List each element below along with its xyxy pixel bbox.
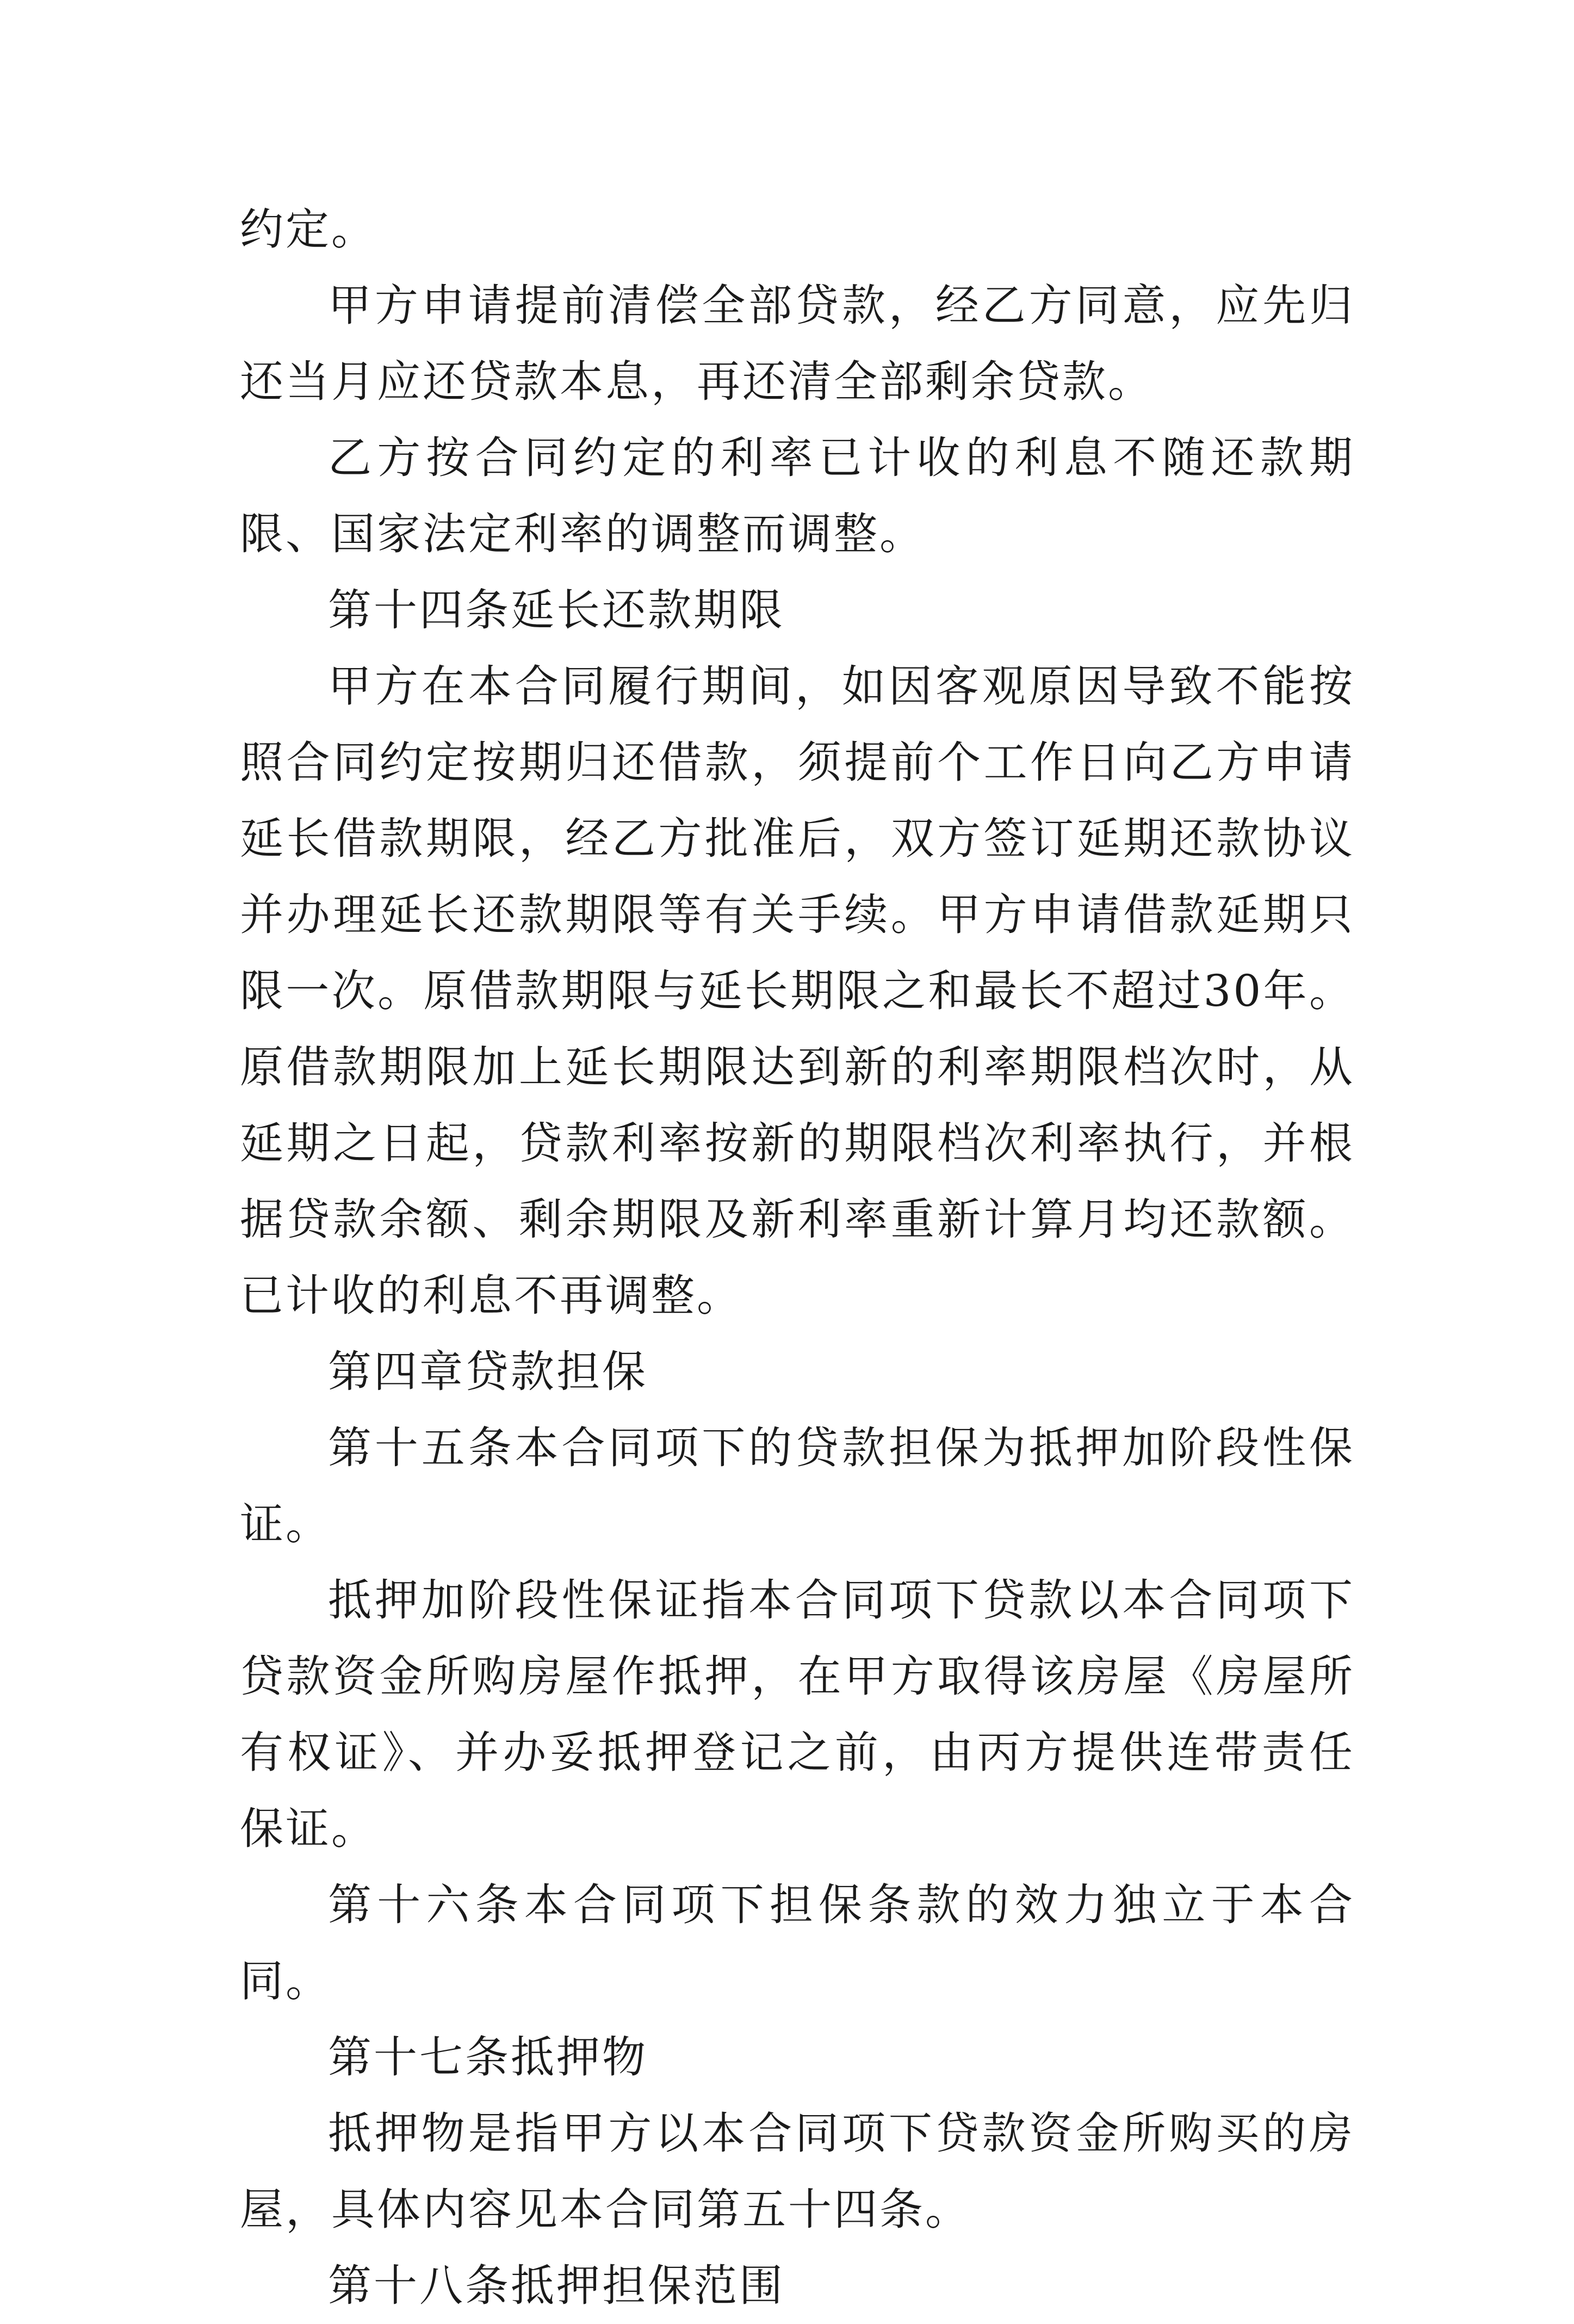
paragraph-extension-terms: 甲方在本合同履行期间，如因客观原因导致不能按照合同约定按期归还借款，须提前个工作日向乙方申请延长借款期限，经乙方批准后，双方签订延期还款协议并办理延长还款期限等有关手续。甲方申请借款延期只限一次。原借款期限与延长期限之和最长不超过30年。原借款期限加上延长期限达到新的利率期限档次时，从延期之日起，贷款利率按新的期限档次利率执行，并根据贷款余额、剩余期限及新利率重新计算月均还款额。已计收的利息不再调整。 bbox=[240, 661, 1355, 1321]
article-18-heading: 第十八条抵押担保范围 bbox=[328, 2260, 785, 2311]
document-body bbox=[240, 191, 1355, 2324]
paragraph-continuation: 约定。 bbox=[240, 204, 377, 255]
article-16-text: 第十六条本合同项下担保条款的效力独立于本合同。 bbox=[240, 1880, 1355, 2006]
paragraph-mortgage-guarantee: 抵押加阶段性保证指本合同项下贷款以本合同项下贷款资金所购房屋作抵押，在甲方取得该房屋《房屋所有权证》、并办妥抵押登记之前，由丙方提供连带责任保证。 bbox=[240, 1575, 1355, 1854]
article-15-text: 第十五条本合同项下的贷款担保为抵押加阶段性保证。 bbox=[240, 1423, 1355, 1549]
paragraph-collateral: 抵押物是指甲方以本合同项下贷款资金所购买的房屋，具体内容见本合同第五十四条。 bbox=[240, 2108, 1355, 2235]
article-14-heading: 第十四条延长还款期限 bbox=[328, 585, 785, 635]
article-17-heading: 第十七条抵押物 bbox=[328, 2032, 648, 2082]
chapter-4-heading: 第四章贷款担保 bbox=[328, 1346, 648, 1397]
paragraph-interest-not-adjusted: 乙方按合同约定的利率已计收的利息不随还款期限、国家法定利率的调整而调整。 bbox=[240, 432, 1355, 559]
paragraph-early-repayment: 甲方申请提前清偿全部贷款，经乙方同意，应先归还当月应还贷款本息，再还清全部剩余贷款。 bbox=[240, 280, 1355, 407]
